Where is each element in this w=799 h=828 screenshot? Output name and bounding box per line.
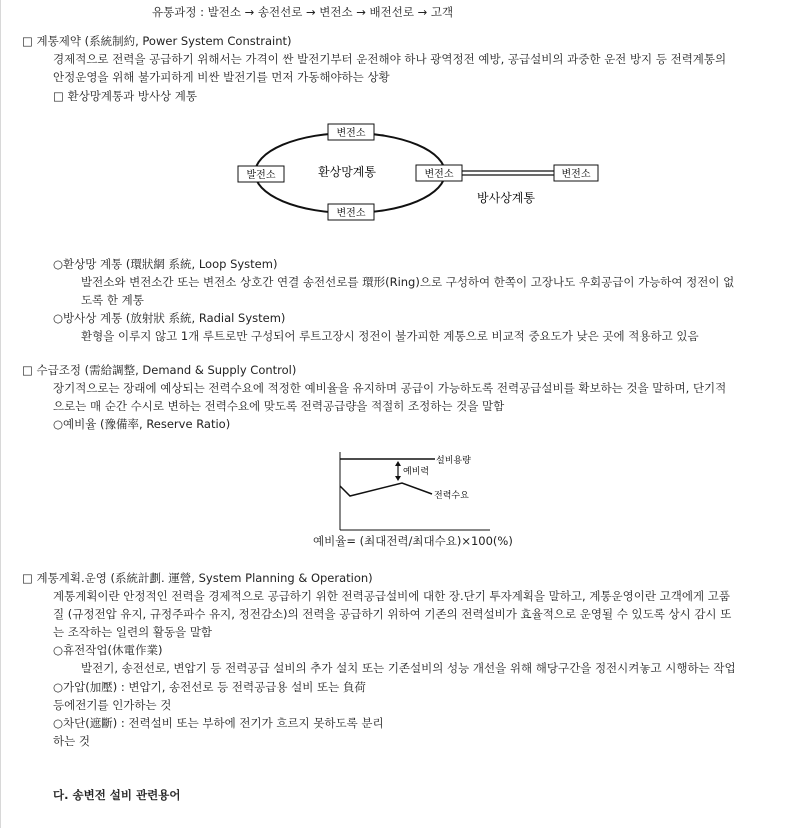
substation-box-top [328, 124, 374, 140]
paragraph-line: 환형을 이루지 않고 1개 루트로만 구성되어 루트고장시 정전이 불가피한 계통으로 비교적 중요도가 낮은 곳에 적용하고 있음 [81, 329, 699, 343]
section-heading-demand-supply: □ 수급조정 (需給調整, Demand & Supply Control) [22, 363, 297, 377]
demand-line [340, 483, 432, 496]
cutoff-title: ○차단(遮斷) : 전력설비 또는 부하에 전기가 흐르지 못하도록 분리 [53, 716, 384, 730]
section-heading-system-constraint: □ 계통제약 (系統制約, Power System Constraint) [22, 34, 292, 48]
subheading-loop-radial: □ 환상망계통과 방사상 계통 [53, 89, 198, 103]
paragraph-line: 장기적으로는 장래에 예상되는 전력수요에 적정한 예비율을 유지하며 공급이 가능하도록 전력공급설비를 확보하는 것을 말하며, 단기적 [53, 381, 727, 395]
paragraph-line: 안정운영을 위해 불가피하게 비싼 발전기를 먼저 가동해야하는 상황 [53, 70, 390, 84]
left-border [0, 0, 1, 828]
reserve-label: 예비력 [403, 467, 430, 477]
reserve-ratio-title: ○예비율 (豫備率, Reserve Ratio) [53, 417, 231, 431]
reserve-arrow-down [395, 476, 401, 481]
power-plant-box [238, 166, 284, 182]
loop-system-label: 환상망계통 [318, 165, 376, 179]
flow-line: 유통과정 : 발전소 → 송전선로 → 변전소 → 배전선로 → 고객 [152, 5, 454, 19]
box-label: 변전소 [336, 208, 366, 219]
reserve-ratio-diagram [320, 448, 500, 538]
box-label: 변전소 [424, 169, 454, 180]
box-label: 변전소 [561, 169, 591, 180]
section-heading-system-planning: □ 계통계획.운영 (系統計劃. 運營, System Planning & Operation) [22, 571, 373, 585]
paragraph-line: 으로는 매 순간 수시로 변하는 전력수요에 맞도록 전력공급량을 적절히 조정하는 것을 말함 [53, 399, 505, 413]
radial-system-label: 방사상계통 [477, 191, 535, 205]
paragraph-line: 경제적으로 전력을 공급하기 위해서는 가격이 싼 발전기부터 운전해야 하나 광역정전 예방, 공급설비의 과중한 운전 방지 등 전력계통의 [53, 52, 727, 66]
substation-box-radial-end [554, 165, 598, 181]
box-label: 발전소 [246, 170, 276, 181]
box-label: 변전소 [336, 128, 366, 139]
section-heading-terms: 다. 송변전 설비 관련용어 [53, 788, 181, 802]
loop-radial-diagram [230, 118, 610, 228]
loop-system-title: ○환상망 계통 (環狀網 系統, Loop System) [53, 257, 278, 271]
radial-system-title: ○방사상 계통 (放射狀 系統, Radial System) [53, 311, 286, 325]
paragraph-line: 등에전기를 인가하는 것 [53, 698, 172, 712]
capacity-label: 설비용량 [436, 456, 471, 466]
paragraph-line: 는 조작하는 일련의 활동을 말함 [53, 625, 213, 639]
outage-work-title: ○휴전작업(休電作業) [53, 643, 163, 657]
paragraph-line: 계통계획이란 안정적인 전력을 경제적으로 공급하기 위한 전력공급설비에 대한 장.단기 투자계획을 말하고, 계통운영이란 고객에게 고품 [53, 589, 730, 603]
demand-label: 전력수요 [434, 491, 469, 501]
reserve-ratio-formula: 예비율= (최대전력/최대수요)×100(%) [313, 534, 513, 548]
energize-title: ○가압(加壓) : 변압기, 송전선로 등 전력공급용 설비 또는 負荷 [53, 680, 366, 694]
paragraph-line: 발전기, 송전선로, 변압기 등 전력공급 설비의 추가 설치 또는 기존설비의 성능 개선을 위해 해당구간을 정전시켜놓고 시행하는 작업 [81, 661, 736, 675]
paragraph-line: 발전소와 변전소간 또는 변전소 상호간 연결 송전선로를 環形(Ring)으로 구성하여 한쪽이 고장나도 우회공급이 가능하여 정전이 없 [81, 275, 735, 289]
substation-box-right [416, 165, 462, 181]
substation-box-bottom [328, 204, 374, 220]
paragraph-line: 하는 것 [53, 734, 90, 748]
paragraph-line: 도록 한 계통 [81, 293, 144, 307]
paragraph-line: 질 (규정전압 유지, 규정주파수 유지, 정전감소)의 전력을 공급하기 위하여 기존의 전력설비가 효율적으로 운영될 수 있도록 상시 감시 또 [53, 607, 732, 621]
reserve-arrow-up [395, 461, 401, 466]
